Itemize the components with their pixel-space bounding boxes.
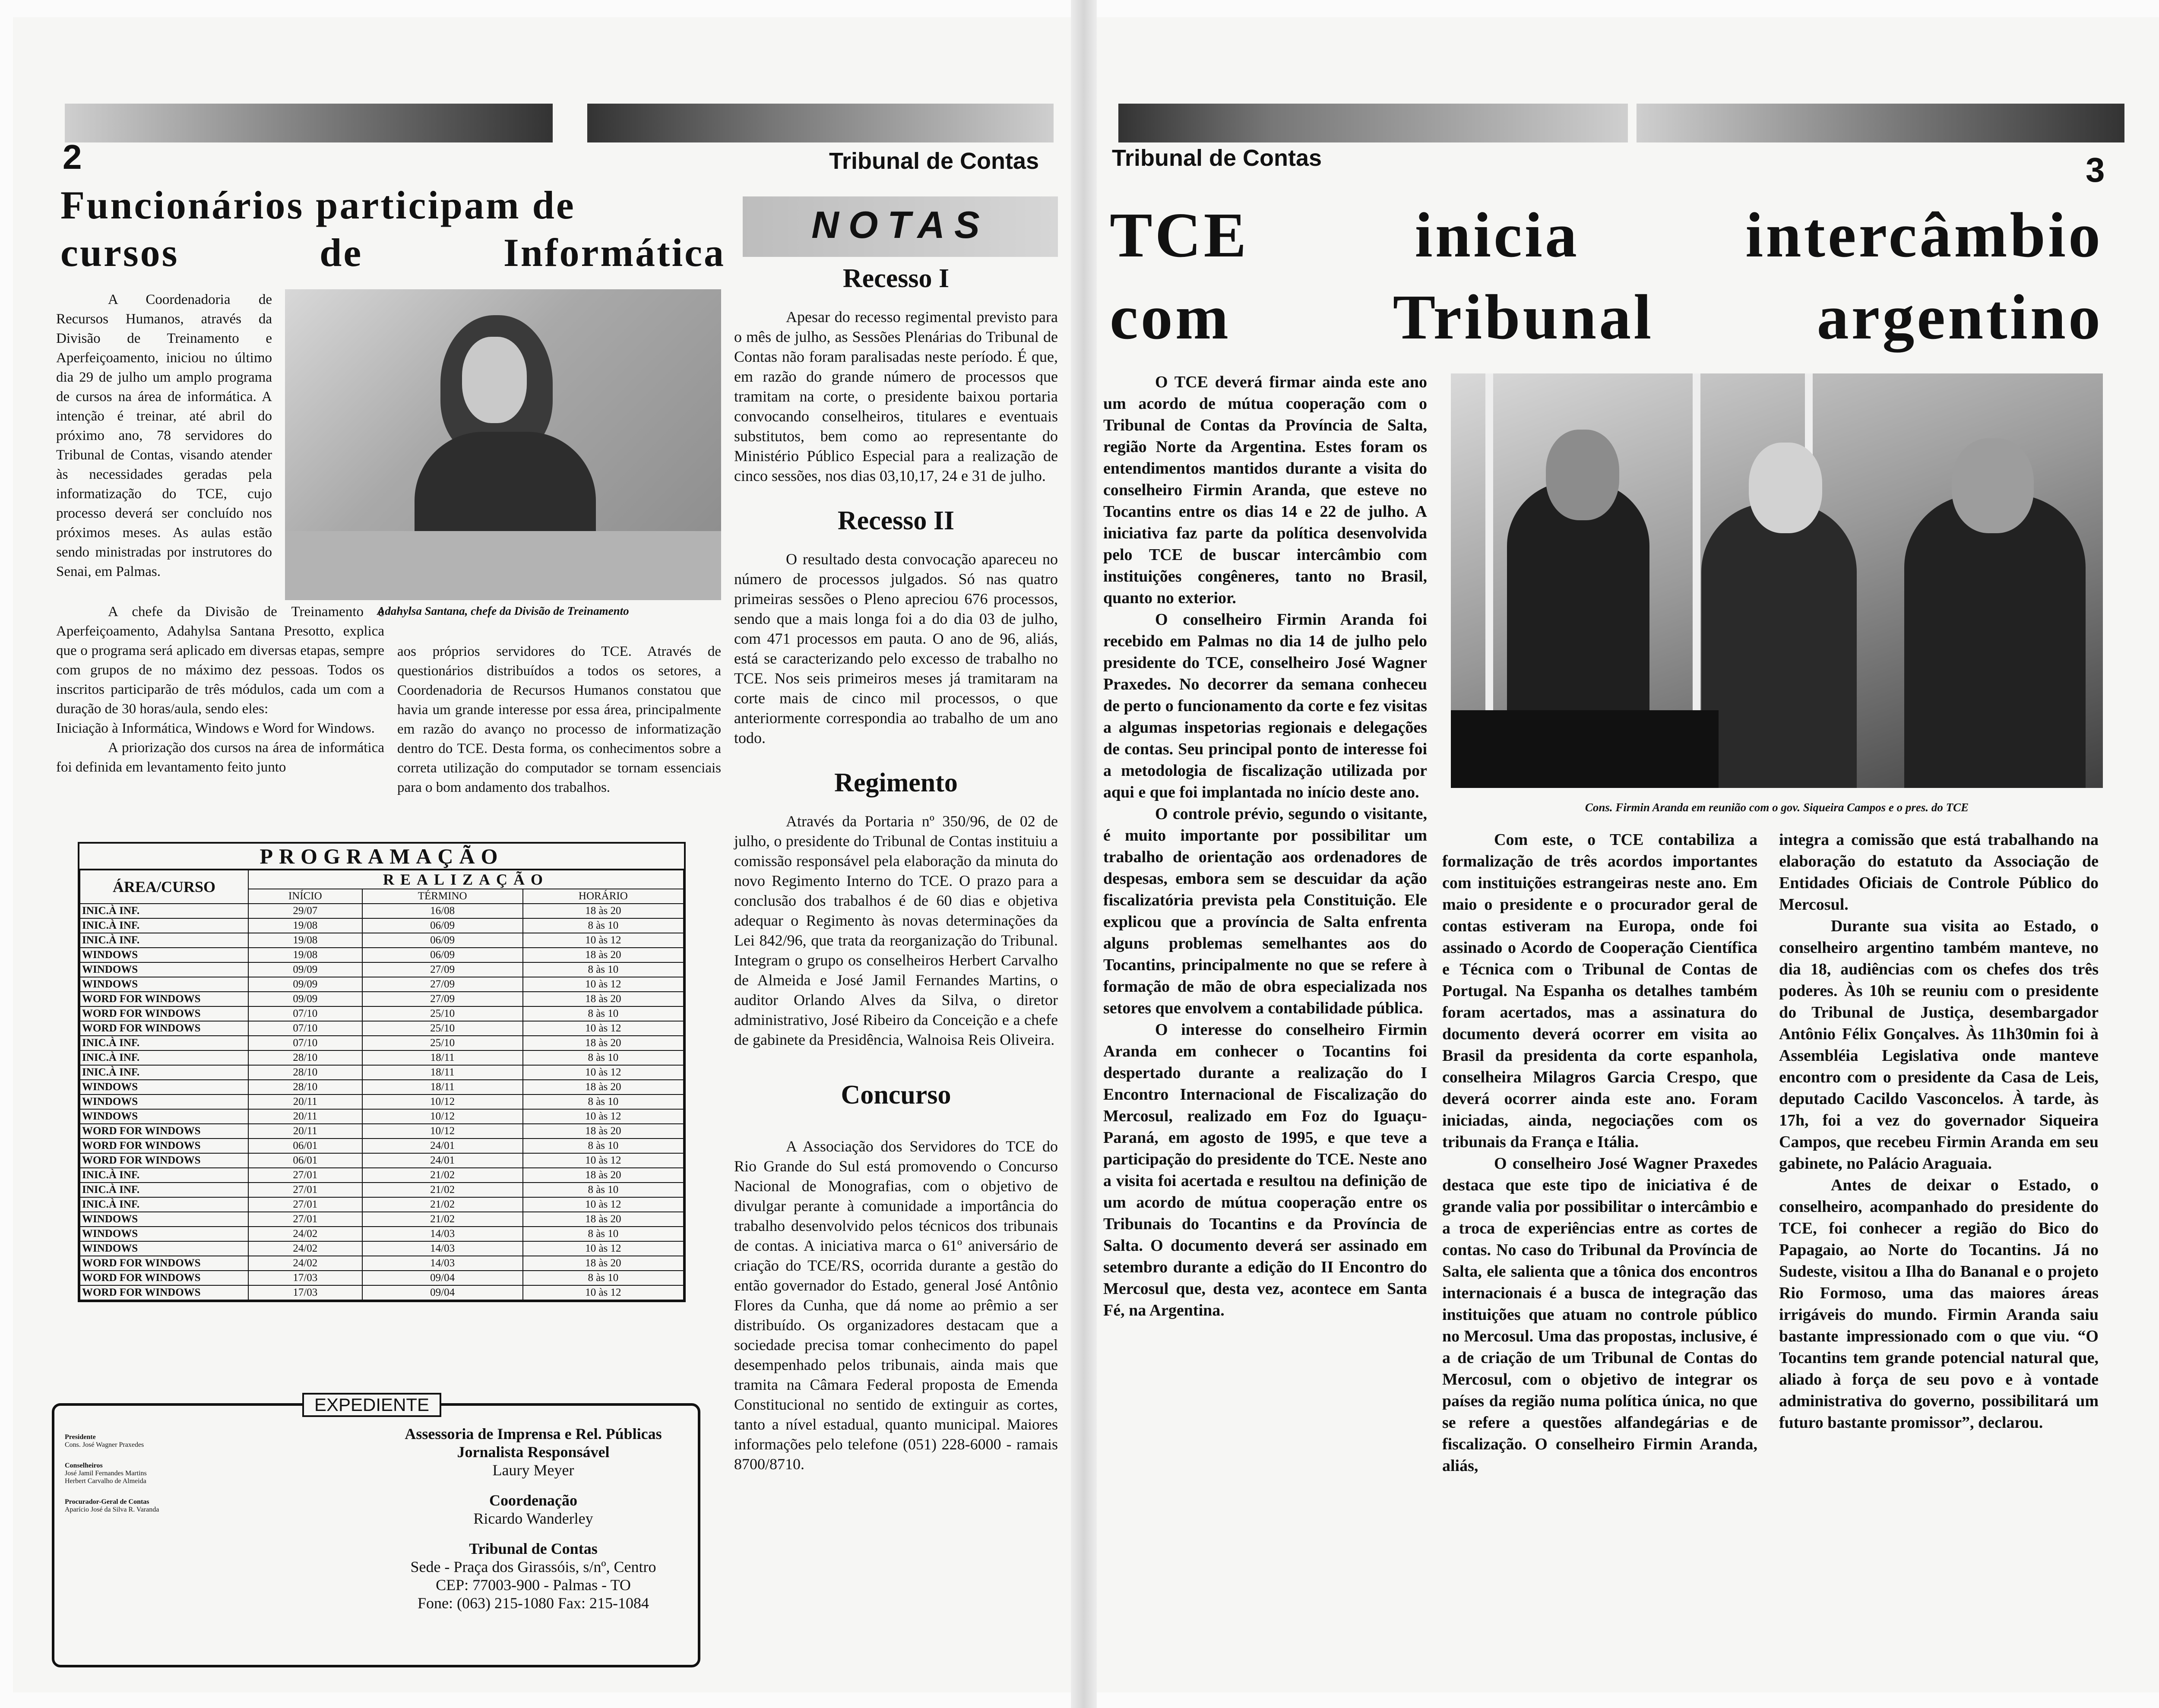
paragraph: integra a comissão que está trabalhando na elaboração do estatuto da Associação de Entidades Oficiais de Controle Público do Mercosul. [1779,831,2099,914]
area-cell: INIC.À INF. [80,1065,248,1080]
page-number-right: 3 [2086,151,2105,189]
phone: Fone: (063) 215-1080 Fax: 215-1084 [418,1594,649,1612]
horario-cell: 18 às 20 [523,1080,684,1094]
expediente-right-column [380,1425,687,1612]
concurso-text [734,1136,1058,1474]
article-col3-right [1779,829,2099,1433]
photo-meeting [1451,373,2103,788]
inicio-cell: 28/10 [248,1065,362,1080]
termino-cell: 18/11 [362,1050,523,1065]
inicio-cell: 17/03 [248,1285,362,1300]
paragraph: A Associação dos Servidores do TCE do Rio Grande do Sul está promovendo o Concurso Nacional de Monografias, com o objetivo de divulgar perante à comunidade a importância do trabalho desenvolvido pelos técnicos dos tribunais de contas. A iniciativa marca o 61º aniversário de criação do TCE/RS, ocorrida durante a gestão do então governador do Estado, general José Antônio Flores da Cunha, que dá nome ao prêmio a ser distribuído. Os organizadores destacam que a sociedade precisa tomar conhecimento do papel desempenhado pelos tribunais, ainda mais que tramita na Câmara Federal proposta de Emenda Constitucional no sentido de extinguir as cortes, tanto a nível estadual, quanto municipal. Maiores informações pelo telefone (051) 228-6000 - ramais 8700/8710. [734,1138,1058,1473]
tribunal-label: Tribunal de Contas [469,1540,598,1557]
section-name-left: Tribunal de Contas [829,148,1039,174]
article-col1-left-bottom [56,602,384,777]
paragraph: A chefe da Divisão de Treinamento e Aperfeiçoamento, Adahylsa Santana Presotto, explica que o programa será aplicado em diversas etapas, sempre com grupos de no máximo dez pessoas. Todos os inscritos participarão de três módulos, cada um com a duração de 30 horas/aula, sendo eles: [56,604,384,717]
table-row [80,1212,684,1227]
area-cell: WINDOWS [80,1094,248,1109]
area-cell: INIC.À INF. [80,1183,248,1197]
table-row [80,1227,684,1241]
termino-cell: 06/09 [362,918,523,933]
inicio-cell: 17/03 [248,1271,362,1285]
regimento-text [734,811,1058,1050]
area-cell: WORD FOR WINDOWS [80,992,248,1006]
paragraph: O conselheiro José Wagner Praxedes destaca que este tipo de iniciativa é de grande valia por possibilitar o intercâmbio e a troca de experiências entre as cortes de contas. No caso do Tribunal da Província de Salta, ele salienta que a tônica dos encontros internacionais é a busca de integração das instituições que atuam no controle público no Mercosul. Uma das propostas, inclusive, é a de criação de um Tribunal de Contas do Mercosul, com o objetivo de integrar os países da região numa política única, no que se refere a questões alfandegárias e de fiscalização. O conselheiro Firmin Aranda, aliás, [1442,1154,1757,1475]
table-row [80,1256,684,1271]
table-row [80,977,684,992]
horario-cell: 10 às 12 [523,1021,684,1036]
section-name-right: Tribunal de Contas [1112,145,1322,171]
table-row [80,918,684,933]
area-cell: WORD FOR WINDOWS [80,1006,248,1021]
inicio-cell: 27/01 [248,1197,362,1212]
horario-cell: 18 às 20 [523,1256,684,1271]
horario-cell: 18 às 20 [523,904,684,918]
area-cell: WINDOWS [80,948,248,962]
termino-cell: 21/02 [362,1183,523,1197]
termino-cell: 10/12 [362,1094,523,1109]
inicio-cell: 24/02 [248,1256,362,1271]
inicio-cell: 07/10 [248,1036,362,1050]
area-cell: WORD FOR WINDOWS [80,1256,248,1271]
right-headline-line1: TCE inicia intercâmbio [1110,200,2103,271]
termino-cell: 06/09 [362,933,523,948]
presidente-label: Presidente [65,1433,96,1441]
termino-cell: 10/12 [362,1109,523,1124]
horario-cell: 18 às 20 [523,1168,684,1183]
regimento-title: Regimento [834,768,958,797]
postal-code: CEP: 77003-900 - Palmas - TO [436,1576,631,1594]
inicio-cell: 19/08 [248,918,362,933]
paragraph: O TCE deverá firmar ainda este ano um acordo de mútua cooperação com o Tribunal de Contas da Província de Salta, região Norte da Argentina. Estes foram os entendimentos mantidos durante a visita do conselheiro Firmin Aranda, que esteve no Tocantins entre os dias 14 e 22 de julho. A iniciativa faz parte da política desenvolvida pelo TCE de buscar intercâmbio com instituições congêneres, tanto no Brasil, quanto no exterior. [1103,373,1427,607]
area-cell: WINDOWS [80,1212,248,1227]
inicio-cell: 28/10 [248,1050,362,1065]
inicio-cell: 24/02 [248,1241,362,1256]
inicio-cell: 19/08 [248,933,362,948]
paragraph: O interesse do conselheiro Firmin Aranda em conhecer o Tocantins foi despertado durante a realização do I Encontro Internacional de Fiscalização do Mercosul, realizado em Foz do Iguaçu-Paraná, em agosto de 1995, e que teve a participação do presidente do TCE. Neste ano a visita foi acertada e resultou na definição de um acordo de mútua cooperação entre os Tribunais do Tocantins e da Província de Salta. O documento deverá ser assinado em setembro durante a edição do II Encontro do Mercosul que, desta vez, acontece em Santa Fé, na Argentina. [1103,1021,1427,1319]
area-cell: INIC.À INF. [80,1050,248,1065]
horario-cell: 18 às 20 [523,992,684,1006]
table-row [80,1139,684,1153]
termino-cell: 27/09 [362,962,523,977]
col-termino-header: TÉRMINO [362,889,523,904]
table-row [80,1109,684,1124]
termino-cell: 18/11 [362,1080,523,1094]
article-col2-right [1442,829,1757,1477]
area-cell: INIC.À INF. [80,918,248,933]
inicio-cell: 06/01 [248,1139,362,1153]
inicio-cell: 09/09 [248,962,362,977]
horario-cell: 8 às 10 [523,962,684,977]
termino-cell: 25/10 [362,1006,523,1021]
notas-title: NOTAS [811,203,989,246]
coordenacao-label: Coordenação [489,1492,577,1509]
paragraph: Com este, o TCE contabiliza a formalização de três acordos importantes com instituições estrangeiras neste ano. Em maio o presidente e o procurador geral de contas estiveram na Europa, onde foi assinado o Acordo de Cooperação Científica e Técnica com o Tribunal de Contas de Portugal. Na Espanha os detalhes também foram acertados, mas a assinatura do documento deverá ocorrer em visita ao Brasil da presidenta da corte espanhola, conselheira Milagros Garcia Crespo, que deverá ocorrer ainda este ano. Foram iniciadas, ainda, negociações com os tribunais da França e Itália. [1442,831,1757,1151]
right-header-bar-2 [1637,104,2124,142]
area-cell: WORD FOR WINDOWS [80,1139,248,1153]
coordenacao-name: Ricardo Wanderley [473,1510,593,1527]
horario-cell: 10 às 12 [523,1153,684,1168]
inicio-cell: 19/08 [248,948,362,962]
termino-cell: 24/01 [362,1153,523,1168]
recesso1-title: Recesso I [842,264,950,293]
termino-cell: 25/10 [362,1021,523,1036]
table-row [80,1050,684,1065]
area-cell: WINDOWS [80,1080,248,1094]
paragraph: O controle prévio, segundo o visitante, é muito importante por possibilitar um trabalho de orientação aos ordenadores de despesas, embora sem se descuidar da ação fiscalizatória prevista pela Constituição. Ele explicou que a província de Salta enfrenta alguns problemas semelhantes aos do Tocantins, principalmente no que se refere à formação de mão de obra especializada nos setores que envolvem a contabilidade pública. [1103,805,1427,1017]
table-row [80,948,684,962]
paragraph: A priorização dos cursos na área de informática foi definida em levantamento feito junto [56,740,384,775]
area-cell: WINDOWS [80,1227,248,1241]
jornalista-name: Laury Meyer [492,1461,574,1479]
inicio-cell: 24/02 [248,1227,362,1241]
inicio-cell: 07/10 [248,1006,362,1021]
termino-cell: 21/02 [362,1197,523,1212]
inicio-cell: 27/01 [248,1212,362,1227]
table-row [80,1065,684,1080]
area-cell: WORD FOR WINDOWS [80,1124,248,1139]
table-row [80,1241,684,1256]
photo-caption-left: Adahylsa Santana, chefe da Divisão de Treinamento [377,604,629,617]
article-col1-right [1103,371,1427,1321]
inicio-cell: 07/10 [248,1021,362,1036]
table-row [80,1285,684,1300]
paragraph: Iniciação à Informática, Windows e Word for Windows. [56,721,375,736]
horario-cell: 10 às 12 [523,1065,684,1080]
inicio-cell: 06/01 [248,1153,362,1168]
paragraph: A Coordenadoria de Recursos Humanos, através da Divisão de Treinamento e Aperfeiçoamento, iniciou no último dia 29 de julho um amplo programa de cursos na área de informática. A intenção é treinar, até abril do próximo ano, 78 servidores do Tribunal de Contas, visando atender às necessidades geradas pela informatização do TCE, cujo processo deverá ser concluído nos próximos meses. As aulas estão sendo ministradas por instrutores do Senai, em Palmas. [56,292,272,579]
left-headline-line1: Funcionários participam de [60,183,576,227]
expediente-left-column [65,1433,367,1514]
photo-caption-right: Cons. Firmin Aranda em reunião com o gov. Siqueira Campos e o pres. do TCE [1585,801,1969,814]
left-header-bar-2 [587,104,1054,142]
area-cell: WORD FOR WINDOWS [80,1285,248,1300]
inicio-cell: 20/11 [248,1124,362,1139]
programacao-table [78,842,686,1302]
table-row [80,1094,684,1109]
article-col1-left [56,290,272,582]
col-area-header: ÁREA/CURSO [80,870,248,904]
table-row [80,1153,684,1168]
right-header-bar [1118,104,1628,142]
table-row [80,1197,684,1212]
table-row [80,962,684,977]
right-headline-line2: com Tribunal argentino [1110,282,2103,353]
horario-cell: 18 às 20 [523,1124,684,1139]
col-realizacao-header: REALIZAÇÃO [248,870,684,889]
horario-cell: 10 às 12 [523,1285,684,1300]
horario-cell: 8 às 10 [523,1183,684,1197]
horario-cell: 8 às 10 [523,1050,684,1065]
horario-cell: 8 às 10 [523,1271,684,1285]
horario-cell: 10 às 12 [523,1109,684,1124]
left-headline [60,181,725,276]
termino-cell: 21/02 [362,1168,523,1183]
conselheiro-name: Herbert Carvalho de Almeida [65,1477,146,1485]
table-row [80,933,684,948]
area-cell: WINDOWS [80,1241,248,1256]
paragraph: Através da Portaria nº 350/96, de 02 de julho, o presidente do Tribunal de Contas instituiu a comissão responsável pela elaboração da minuta do novo Regimento Interno do TCE. O prazo para a conclusão dos trabalhos é de 60 dias e objetiva adequar o Regimento às novas determinações da Lei 842/96, que trata da reorganização do Tribunal. Integram o grupo os conselheiros Herbert Carvalho de Almeida e José Jamil Fernandes Martins, o auditor Orlando Alves da Silva, o diretor administrativo, José Ribeiro da Conceição e a chefe de gabinete da Presidência, Walnoisa Reis Oliveira. [734,813,1058,1048]
conselheiro-name: José Jamil Fernandes Martins [65,1470,147,1477]
area-cell: WINDOWS [80,962,248,977]
termino-cell: 27/09 [362,992,523,1006]
paragraph: O resultado desta convocação apareceu no número de processos julgados. Só nas quatro primeiras sessões o Pleno apreciou 676 processos, sendo que a mais longa foi a do dia 03 de julho, com 471 processos em pauta. O ano de 96, aliás, está se caracterizando pelo excesso de trabalho no TCE. Nos seis primeiros meses já tramitaram na corte mais de cinco mil processos, o que anteriormente correspondia ao trabalho de um ano todo. [734,550,1058,746]
horario-cell: 8 às 10 [523,1139,684,1153]
left-header-bar [65,104,553,142]
inicio-cell: 20/11 [248,1109,362,1124]
inicio-cell: 29/07 [248,904,362,918]
concurso-title: Concurso [841,1080,951,1110]
inicio-cell: 09/09 [248,992,362,1006]
conselheiros-label: Conselheiros [65,1462,103,1469]
expediente-title: EXPEDIENTE [302,1393,441,1417]
recesso2-text [734,549,1058,748]
paragraph: O conselheiro Firmin Aranda foi recebido em Palmas no dia 14 de julho pelo presidente do TCE, conselheiro José Wagner Praxedes. No decorrer da semana conheceu de perto o funcionamento da corte e fez visitas a algumas inspetorias regionais e delegações de contas. Seu principal ponto de interesse foi a metodologia de fiscalização utilizada por aqui e que foi implantada no início deste ano. [1103,610,1427,801]
termino-cell: 14/03 [362,1256,523,1271]
procurador-label: Procurador-Geral de Contas [65,1498,149,1506]
left-headline-line2: cursos de Informática [60,231,725,275]
horario-cell: 10 às 12 [523,1197,684,1212]
horario-cell: 18 às 20 [523,1212,684,1227]
table-row [80,1168,684,1183]
horario-cell: 18 às 20 [523,1036,684,1050]
table-row [80,1080,684,1094]
recesso1-text [734,307,1058,486]
table-row [80,992,684,1006]
inicio-cell: 28/10 [248,1080,362,1094]
horario-cell: 10 às 12 [523,977,684,992]
termino-cell: 21/02 [362,1212,523,1227]
termino-cell: 09/04 [362,1285,523,1300]
area-cell: INIC.À INF. [80,904,248,918]
area-cell: INIC.À INF. [80,1168,248,1183]
article-col2-left [397,642,721,797]
inicio-cell: 09/09 [248,977,362,992]
termino-cell: 14/03 [362,1227,523,1241]
col-horario-header: HORÁRIO [523,889,684,904]
table-row [80,1036,684,1050]
horario-cell: 10 às 12 [523,933,684,948]
presidente-name: Cons. José Wagner Praxedes [65,1441,144,1449]
page-number-left: 2 [63,138,82,176]
table-row [80,1006,684,1021]
termino-cell: 10/12 [362,1124,523,1139]
area-cell: WINDOWS [80,977,248,992]
programacao-grid [79,870,684,1300]
inicio-cell: 20/11 [248,1094,362,1109]
termino-cell: 14/03 [362,1241,523,1256]
termino-cell: 24/01 [362,1139,523,1153]
assessoria-label: Assessoria de Imprensa e Rel. Públicas [405,1425,662,1442]
inicio-cell: 27/01 [248,1183,362,1197]
procurador-name: Aparício José da Silva R. Varanda [65,1506,159,1513]
area-cell: WORD FOR WINDOWS [80,1153,248,1168]
paragraph: aos próprios servidores do TCE. Através de questionários distribuídos a todos os setores, a Coordenadoria de Recursos Humanos constatou que havia um grande interesse por essa área, principalmente em razão do avanço no processo de informatização dentro do TCE. Desta forma, os conhecimentos sobre a correta utilização do computador se tornam essenciais para o bom andamento dos trabalhos. [397,644,721,795]
col-inicio-header: INÍCIO [248,889,362,904]
paragraph: Apesar do recesso regimental previsto para o mês de julho, as Sessões Plenárias do Tribunal de Contas não foram paralisadas neste período. É que, em razão do grande número de processos que tramitam na corte, o presidente baixou portaria convocando conselheiros, titulares e eventuais substitutos, bem como ao representante do Ministério Público Especial para a realização de cinco sessões, nos dias 03,10,17, 24 e 31 de julho. [734,308,1058,484]
table-row [80,1271,684,1285]
area-cell: WORD FOR WINDOWS [80,1021,248,1036]
horario-cell: 18 às 20 [523,948,684,962]
recesso2-title: Recesso II [837,506,955,535]
area-cell: WINDOWS [80,1109,248,1124]
termino-cell: 06/09 [362,948,523,962]
page-gutter [1071,0,1097,1708]
paragraph: Antes de deixar o Estado, o conselheiro, acompanhado do presidente do TCE, foi conhecer a região do Bico do Papagaio, ao Norte do Tocantins. Já no Sudeste, visitou a Ilha do Bananal e o projeto Rio Formoso, uma das maiores áreas irrigáveis do mundo. Firmin Aranda saiu bastante impressionado com o que viu. “O Tocantins tem grande potencial natural que, aliado à força de seu povo e à vontade administrativa do governo, possibilitará um futuro bastante promissor”, declarou. [1779,1176,2099,1432]
photo-adahylsa [285,289,721,600]
termino-cell: 27/09 [362,977,523,992]
area-cell: WORD FOR WINDOWS [80,1271,248,1285]
area-cell: INIC.À INF. [80,1197,248,1212]
table-row [80,1021,684,1036]
termino-cell: 25/10 [362,1036,523,1050]
table-row [80,1124,684,1139]
termino-cell: 09/04 [362,1271,523,1285]
termino-cell: 18/11 [362,1065,523,1080]
horario-cell: 8 às 10 [523,918,684,933]
termino-cell: 16/08 [362,904,523,918]
area-cell: INIC.À INF. [80,1036,248,1050]
table-row [80,1183,684,1197]
horario-cell: 8 às 10 [523,1227,684,1241]
table-row [80,904,684,918]
jornalista-label: Jornalista Responsável [457,1443,610,1461]
paragraph: Durante sua visita ao Estado, o conselheiro argentino também manteve, no dia 18, audiências com os chefes dos três poderes. Às 10h se reuniu com o presidente do Tribunal de Justiça, desembargador Antônio Félix Gonçalves. Às 11h30min foi à Assembléia Legislativa onde manteve encontro com o presidente da Casa de Leis, deputado Cacildo Vasconcelos. À tarde, às 17h, foi a vez do governador Siqueira Campos, que recebeu Firmin Aranda em seu gabinete, no Palácio Araguaia. [1779,917,2099,1173]
right-headline [1110,194,2103,358]
notas-column [734,263,1058,1474]
programacao-title: PROGRAMAÇÃO [79,844,684,870]
horario-cell: 10 às 12 [523,1241,684,1256]
address: Sede - Praça dos Girassóis, s/nº, Centro [410,1558,656,1575]
horario-cell: 8 às 10 [523,1094,684,1109]
inicio-cell: 27/01 [248,1168,362,1183]
area-cell: INIC.À INF. [80,933,248,948]
horario-cell: 8 às 10 [523,1006,684,1021]
